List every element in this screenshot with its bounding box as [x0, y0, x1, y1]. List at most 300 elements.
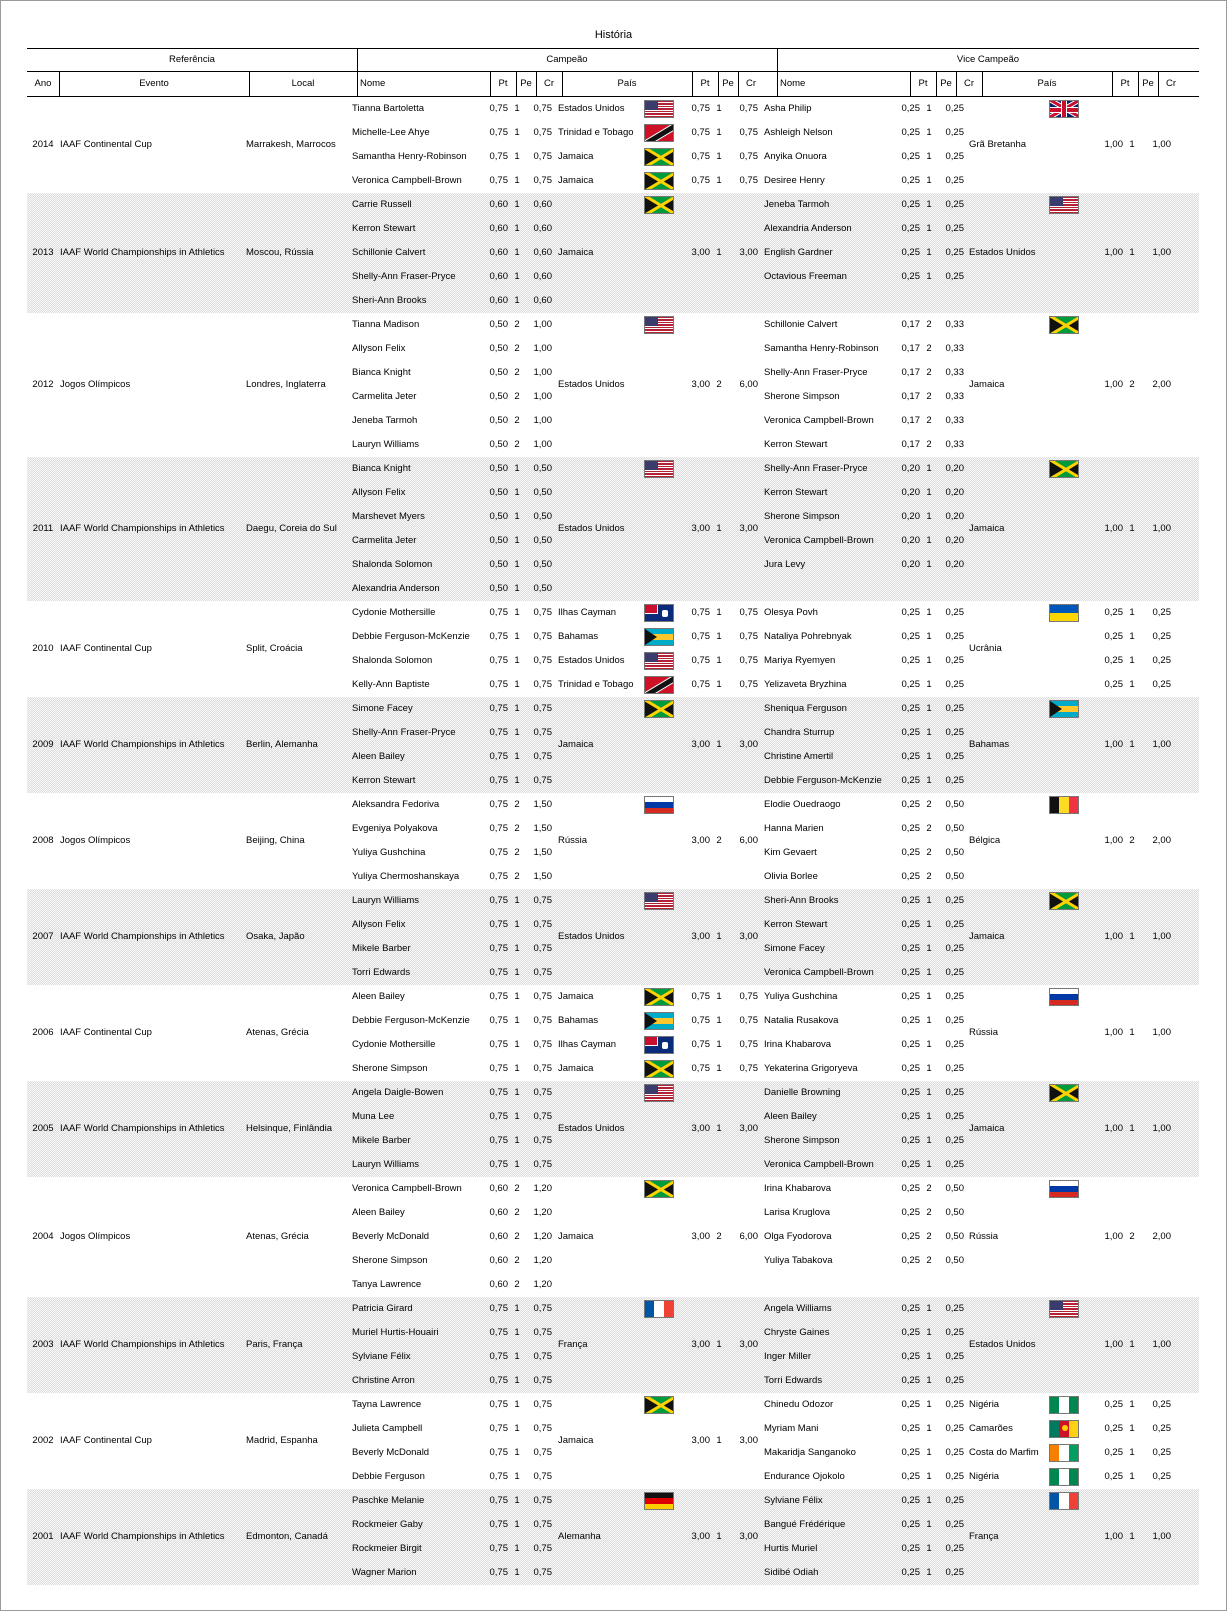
vice-events: 1	[926, 1135, 932, 1146]
vice-credit: 0,25	[945, 679, 964, 690]
champion-team-credit: 6,00	[739, 1231, 758, 1242]
nigeria-flag-icon	[1049, 1468, 1079, 1486]
vice-credit: 0,25	[945, 151, 964, 162]
vice-name: Makaridja Sanganoko	[764, 1447, 856, 1458]
hdr-sep-1	[490, 72, 491, 97]
champion-team-points: 3,00	[691, 1531, 710, 1542]
vice-team-credit: 0,25	[1152, 1447, 1171, 1458]
usa-flag-icon	[1049, 1300, 1079, 1318]
champion-team-points: 3,00	[691, 247, 710, 258]
vice-name: Sheniqua Ferguson	[764, 703, 847, 714]
champion-team-country: Alemanha	[558, 1531, 601, 1542]
champion-credit: 0,75	[533, 1399, 552, 1410]
vice-events: 1	[926, 1567, 932, 1578]
champion-events: 2	[514, 847, 520, 858]
champion-events: 1	[514, 655, 520, 666]
vice-events: 2	[926, 343, 932, 354]
vice-team-events: 1	[1129, 655, 1135, 666]
champion-credit: 0,75	[533, 1423, 552, 1434]
year-cell: 2007	[32, 931, 54, 942]
vice-team-credit: 0,25	[1152, 631, 1171, 642]
champion-points: 0,50	[489, 511, 508, 522]
vice-name: Shelly-Ann Fraser-Pryce	[764, 367, 868, 378]
champion-team-events: 1	[716, 1123, 722, 1134]
champion-points: 0,60	[489, 1255, 508, 1266]
vice-team-credit: 2,00	[1152, 835, 1171, 846]
champion-points: 0,50	[489, 391, 508, 402]
champion-credit: 0,50	[533, 463, 552, 474]
vice-points: 0,25	[901, 247, 920, 258]
vice-team-credit: 0,25	[1152, 1399, 1171, 1410]
year-cell: 2009	[32, 739, 54, 750]
champion-team-country: Estados Unidos	[558, 379, 625, 390]
year-cell: 2010	[32, 643, 54, 654]
vice-name: Sheri-Ann Brooks	[764, 895, 839, 906]
champion-points: 0,50	[489, 319, 508, 330]
champion-events: 1	[514, 895, 520, 906]
vice-team-credit: 1,00	[1152, 739, 1171, 750]
champion-credit: 1,00	[533, 415, 552, 426]
vice-points: 0,25	[901, 679, 920, 690]
champion-team-country: Rússia	[558, 835, 588, 846]
vice-name: Nataliya Pohrebnyak	[764, 631, 852, 642]
vice-credit: 0,50	[945, 1255, 964, 1266]
champion-events: 1	[514, 103, 520, 114]
vice-points: 0,25	[901, 703, 920, 714]
year-cell: 2003	[32, 1339, 54, 1350]
champion-events: 1	[514, 1303, 520, 1314]
champion-team-country: Jamaica	[558, 247, 594, 258]
local-cell: Madrid, Espanha	[246, 1435, 318, 1446]
champion-team-events: 1	[716, 631, 722, 642]
champion-events: 1	[514, 1543, 520, 1554]
champion-team-credit: 3,00	[739, 931, 758, 942]
champion-team-events: 1	[716, 991, 722, 1002]
champion-team-points: 0,75	[691, 1039, 710, 1050]
champion-credit: 1,00	[533, 319, 552, 330]
col-ano: Ano	[34, 78, 52, 89]
champion-events: 2	[514, 439, 520, 450]
year-block-2006	[27, 985, 1199, 1081]
champion-credit: 1,20	[533, 1255, 552, 1266]
vice-team-country: Estados Unidos	[969, 247, 1036, 258]
vice-team-country: Jamaica	[969, 931, 1005, 942]
champion-points: 0,75	[489, 943, 508, 954]
vice-credit: 0,25	[945, 775, 964, 786]
vice-points: 0,17	[901, 439, 920, 450]
vice-events: 1	[926, 1039, 932, 1050]
champion-credit: 0,75	[533, 1111, 552, 1122]
vice-credit: 0,25	[945, 943, 964, 954]
vice-credit: 0,25	[945, 1303, 964, 1314]
vice-events: 2	[926, 871, 932, 882]
champion-team-points: 0,75	[691, 631, 710, 642]
vice-team-country: França	[969, 1531, 999, 1542]
local-cell: Berlin, Alemanha	[246, 739, 318, 750]
col-champ-nome: Nome	[360, 78, 386, 89]
champion-points: 0,75	[489, 1063, 508, 1074]
usa-flag-icon	[644, 892, 674, 910]
champion-team-points: 0,75	[691, 175, 710, 186]
page-title: História	[594, 29, 633, 41]
vice-credit: 0,25	[945, 919, 964, 930]
vice-events: 1	[926, 1375, 932, 1386]
champion-points: 0,75	[489, 895, 508, 906]
champion-credit: 0,75	[533, 1543, 552, 1554]
champion-name: Aleksandra Fedoriva	[352, 799, 440, 810]
champion-events: 2	[514, 1231, 520, 1242]
champion-name: Kerron Stewart	[352, 223, 416, 234]
champion-events: 1	[514, 1351, 520, 1362]
vice-team-points: 1,00	[1104, 1531, 1123, 1542]
year-cell: 2005	[32, 1123, 54, 1134]
vice-events: 1	[926, 1519, 932, 1530]
france-flag-icon	[644, 1300, 674, 1318]
champion-team-country: Estados Unidos	[558, 931, 625, 942]
champion-events: 1	[514, 1519, 520, 1530]
vice-team-country: Jamaica	[969, 379, 1005, 390]
jamaica-flag-icon	[1049, 892, 1079, 910]
vice-team-credit: 2,00	[1152, 379, 1171, 390]
col-champ-cr: Cr	[543, 78, 555, 89]
champion-points: 0,75	[489, 1111, 508, 1122]
champion-credit: 1,00	[533, 391, 552, 402]
champion-points: 0,75	[489, 1399, 508, 1410]
champion-events: 1	[514, 151, 520, 162]
vice-name: Christine Amertil	[764, 751, 834, 762]
champion-name: Samantha Henry-Robinson	[352, 151, 467, 162]
vice-events: 1	[926, 1447, 932, 1458]
champion-team-events: 1	[716, 1531, 722, 1542]
champion-name: Tianna Madison	[352, 319, 420, 330]
champion-team-events: 1	[716, 523, 722, 534]
champion-events: 1	[514, 1135, 520, 1146]
champion-name: Debbie Ferguson-McKenzie	[352, 631, 470, 642]
champion-team-events: 1	[716, 679, 722, 690]
vice-points: 0,25	[901, 871, 920, 882]
cote-divoire-flag-icon	[1049, 1444, 1079, 1462]
vice-name: Irina Khabarova	[764, 1039, 832, 1050]
vice-name: Desiree Henry	[764, 175, 825, 186]
vice-team-points: 1,00	[1104, 739, 1123, 750]
champion-events: 2	[514, 1255, 520, 1266]
vice-team-events: 1	[1129, 1339, 1135, 1350]
vice-name: Jeneba Tarmoh	[764, 199, 830, 210]
champion-country: Jamaica	[558, 991, 594, 1002]
champion-name: Lauryn Williams	[352, 1159, 420, 1170]
champion-name: Aleen Bailey	[352, 991, 405, 1002]
champion-credit: 0,60	[533, 271, 552, 282]
champion-name: Michelle-Lee Ahye	[352, 127, 430, 138]
vice-name: Sylviane Félix	[764, 1495, 823, 1506]
vice-team-country: Grã Bretanha	[969, 139, 1027, 150]
vice-credit: 0,25	[945, 247, 964, 258]
bahamas-flag-icon	[644, 1012, 674, 1030]
champion-points: 0,75	[489, 751, 508, 762]
champion-country: Jamaica	[558, 1063, 594, 1074]
hdr-sep-6	[718, 72, 719, 97]
vice-team-events: 1	[1129, 1027, 1135, 1038]
vice-team-credit: 1,00	[1152, 523, 1171, 534]
champion-team-events: 1	[716, 655, 722, 666]
vice-team-events: 1	[1129, 1471, 1135, 1482]
vice-team-events: 1	[1129, 1399, 1135, 1410]
champion-points: 0,75	[489, 799, 508, 810]
champion-team-country: Jamaica	[558, 739, 594, 750]
vice-events: 1	[926, 1327, 932, 1338]
champion-country: Estados Unidos	[558, 655, 625, 666]
nigeria-flag-icon	[1049, 1396, 1079, 1414]
vice-events: 2	[926, 1207, 932, 1218]
vice-credit: 0,25	[945, 1543, 964, 1554]
vice-points: 0,25	[901, 1111, 920, 1122]
vice-name: Yekaterina Grigoryeva	[764, 1063, 858, 1074]
vice-name: Yuliya Tabakova	[764, 1255, 833, 1266]
vice-name: Hurtis Muriel	[764, 1543, 818, 1554]
vice-name: Veronica Campbell-Brown	[764, 967, 874, 978]
vice-name: Octavious Freeman	[764, 271, 847, 282]
champion-team-credit: 3,00	[739, 1339, 758, 1350]
vice-events: 1	[926, 199, 932, 210]
vice-team-points: 1,00	[1104, 931, 1123, 942]
champion-events: 1	[514, 1327, 520, 1338]
champion-country: Bahamas	[558, 631, 599, 642]
vice-team-credit: 2,00	[1152, 1231, 1171, 1242]
vice-team-events: 1	[1129, 1447, 1135, 1458]
event-cell: IAAF Continental Cup	[60, 1027, 152, 1038]
champion-team-points: 0,75	[691, 103, 710, 114]
vice-name: Samantha Henry-Robinson	[764, 343, 879, 354]
vice-name: Sidibé Odiah	[764, 1567, 819, 1578]
vice-credit: 0,20	[945, 559, 964, 570]
vice-points: 0,25	[901, 127, 920, 138]
champion-name: Aleen Bailey	[352, 751, 405, 762]
champion-credit: 0,75	[533, 1039, 552, 1050]
champion-events: 1	[514, 607, 520, 618]
vice-name: Natalia Rusakova	[764, 1015, 839, 1026]
champion-points: 0,75	[489, 1375, 508, 1386]
jamaica-flag-icon	[1049, 460, 1079, 478]
vice-name: Chinedu Odozor	[764, 1399, 834, 1410]
vice-credit: 0,25	[945, 607, 964, 618]
champion-name: Marshevet Myers	[352, 511, 425, 522]
vice-events: 1	[926, 775, 932, 786]
champion-team-credit: 0,75	[739, 175, 758, 186]
champion-points: 0,75	[489, 175, 508, 186]
vice-team-points: 0,25	[1104, 1423, 1123, 1434]
vice-events: 2	[926, 1231, 932, 1242]
vice-team-points: 1,00	[1104, 523, 1123, 534]
champion-points: 0,60	[489, 223, 508, 234]
vice-name: Mariya Ryemyen	[764, 655, 836, 666]
vice-points: 0,17	[901, 391, 920, 402]
vice-name: Sherone Simpson	[764, 391, 840, 402]
champion-credit: 0,75	[533, 1063, 552, 1074]
champion-points: 0,75	[489, 1039, 508, 1050]
event-cell: IAAF World Championships in Athletics	[60, 931, 225, 942]
champion-country: Jamaica	[558, 175, 594, 186]
ukraine-flag-icon	[1049, 604, 1079, 622]
local-cell: Marrakesh, Marrocos	[246, 139, 336, 150]
champion-events: 1	[514, 1087, 520, 1098]
vice-events: 1	[926, 463, 932, 474]
vice-points: 0,25	[901, 1495, 920, 1506]
vice-points: 0,25	[901, 1399, 920, 1410]
vice-points: 0,25	[901, 943, 920, 954]
vice-credit: 0,25	[945, 223, 964, 234]
local-cell: Beijing, China	[246, 835, 305, 846]
vice-events: 1	[926, 103, 932, 114]
champion-points: 0,75	[489, 1423, 508, 1434]
champion-credit: 0,75	[533, 1375, 552, 1386]
champion-credit: 1,50	[533, 799, 552, 810]
champion-team-credit: 0,75	[739, 1063, 758, 1074]
vice-name: Chandra Sturrup	[764, 727, 835, 738]
vice-credit: 0,25	[945, 655, 964, 666]
champion-points: 0,75	[489, 127, 508, 138]
champion-name: Torri Edwards	[352, 967, 411, 978]
vice-points: 0,25	[901, 823, 920, 834]
hdr-sep-13	[1138, 72, 1139, 97]
vice-team-events: 2	[1129, 379, 1135, 390]
champion-events: 2	[514, 823, 520, 834]
vice-credit: 0,20	[945, 463, 964, 474]
champion-points: 0,75	[489, 1159, 508, 1170]
vice-team-credit: 1,00	[1152, 247, 1171, 258]
vice-name: Debbie Ferguson-McKenzie	[764, 775, 882, 786]
champion-points: 0,75	[489, 919, 508, 930]
champion-team-events: 1	[716, 931, 722, 942]
champion-points: 0,75	[489, 871, 508, 882]
champion-points: 0,50	[489, 583, 508, 594]
vice-team-credit: 1,00	[1152, 1339, 1171, 1350]
champion-points: 0,75	[489, 655, 508, 666]
champion-credit: 0,60	[533, 247, 552, 258]
local-cell: Helsinque, Finlândia	[246, 1123, 333, 1134]
champion-team-country: França	[558, 1339, 588, 1350]
vice-points: 0,20	[901, 511, 920, 522]
champion-events: 1	[514, 199, 520, 210]
champion-team-credit: 0,75	[739, 991, 758, 1002]
champion-points: 0,75	[489, 1135, 508, 1146]
champion-team-points: 3,00	[691, 1435, 710, 1446]
vice-credit: 0,50	[945, 871, 964, 882]
vice-events: 1	[926, 703, 932, 714]
vice-country: Nigéria	[969, 1471, 1000, 1482]
champion-events: 1	[514, 1567, 520, 1578]
champion-name: Sherone Simpson	[352, 1063, 428, 1074]
champion-points: 0,75	[489, 847, 508, 858]
champion-points: 0,75	[489, 967, 508, 978]
vice-events: 2	[926, 847, 932, 858]
vice-team-country: Bélgica	[969, 835, 1001, 846]
champion-points: 0,75	[489, 823, 508, 834]
vice-team-points: 1,00	[1104, 1231, 1123, 1242]
local-cell: Moscou, Rússia	[246, 247, 314, 258]
champion-name: Rockmeier Gaby	[352, 1519, 423, 1530]
event-cell: IAAF World Championships in Athletics	[60, 523, 225, 534]
champion-team-events: 1	[716, 127, 722, 138]
champion-points: 0,50	[489, 367, 508, 378]
champion-points: 0,75	[489, 1351, 508, 1362]
champion-name: Angela Daigle-Bowen	[352, 1087, 444, 1098]
vice-team-points: 1,00	[1104, 379, 1123, 390]
champion-name: Shelly-Ann Fraser-Pryce	[352, 727, 456, 738]
champion-country: Bahamas	[558, 1015, 599, 1026]
vice-team-country: Bahamas	[969, 739, 1010, 750]
champion-events: 1	[514, 1375, 520, 1386]
champion-credit: 0,75	[533, 751, 552, 762]
champion-name: Sylviane Félix	[352, 1351, 411, 1362]
vice-country: Camarões	[969, 1423, 1013, 1434]
vice-name: Anyika Onuora	[764, 151, 827, 162]
vice-credit: 0,25	[945, 1351, 964, 1362]
champion-credit: 0,50	[533, 583, 552, 594]
champion-name: Rockmeier Birgit	[352, 1543, 422, 1554]
champion-points: 0,50	[489, 343, 508, 354]
vice-name: Kerron Stewart	[764, 487, 828, 498]
champion-credit: 0,50	[533, 487, 552, 498]
champion-events: 1	[514, 1063, 520, 1074]
champion-points: 0,75	[489, 607, 508, 618]
vice-team-events: 2	[1129, 1231, 1135, 1242]
champion-points: 0,75	[489, 1519, 508, 1530]
vice-name: Olga Fyodorova	[764, 1231, 832, 1242]
vice-credit: 0,25	[945, 631, 964, 642]
champion-credit: 0,75	[533, 1087, 552, 1098]
vice-name: Inger Miller	[764, 1351, 811, 1362]
hdr-sep-8	[910, 72, 911, 97]
champion-team-credit: 3,00	[739, 1531, 758, 1542]
vice-events: 1	[926, 559, 932, 570]
champion-team-credit: 0,75	[739, 151, 758, 162]
champion-credit: 0,75	[533, 1351, 552, 1362]
champion-credit: 0,75	[533, 655, 552, 666]
vice-team-points: 1,00	[1104, 1027, 1123, 1038]
champion-credit: 0,60	[533, 223, 552, 234]
champion-country: Jamaica	[558, 151, 594, 162]
champion-name: Alexandria Anderson	[352, 583, 440, 594]
vice-credit: 0,25	[945, 103, 964, 114]
champion-events: 2	[514, 799, 520, 810]
champion-name: Kelly-Ann Baptiste	[352, 679, 430, 690]
champion-team-points: 3,00	[691, 1231, 710, 1242]
champion-team-points: 0,75	[691, 1063, 710, 1074]
vice-credit: 0,25	[945, 1447, 964, 1458]
champion-team-events: 2	[716, 835, 722, 846]
vice-events: 1	[926, 943, 932, 954]
champion-points: 0,75	[489, 703, 508, 714]
event-cell: IAAF World Championships in Athletics	[60, 1531, 225, 1542]
event-cell: IAAF Continental Cup	[60, 643, 152, 654]
vice-points: 0,25	[901, 1519, 920, 1530]
usa-flag-icon	[1049, 196, 1079, 214]
champion-team-credit: 3,00	[739, 739, 758, 750]
vice-team-events: 1	[1129, 247, 1135, 258]
champion-team-credit: 3,00	[739, 523, 758, 534]
vice-points: 0,25	[901, 1567, 920, 1578]
champion-points: 0,75	[489, 775, 508, 786]
champion-events: 1	[514, 559, 520, 570]
vice-events: 1	[926, 247, 932, 258]
champion-team-events: 1	[716, 739, 722, 750]
vice-name: Kerron Stewart	[764, 919, 828, 930]
year-block-2005	[27, 1081, 1199, 1177]
champion-name: Debbie Ferguson-McKenzie	[352, 1015, 470, 1026]
vice-name: Myriam Mani	[764, 1423, 819, 1434]
vice-team-points: 1,00	[1104, 1339, 1123, 1350]
vice-points: 0,25	[901, 1543, 920, 1554]
